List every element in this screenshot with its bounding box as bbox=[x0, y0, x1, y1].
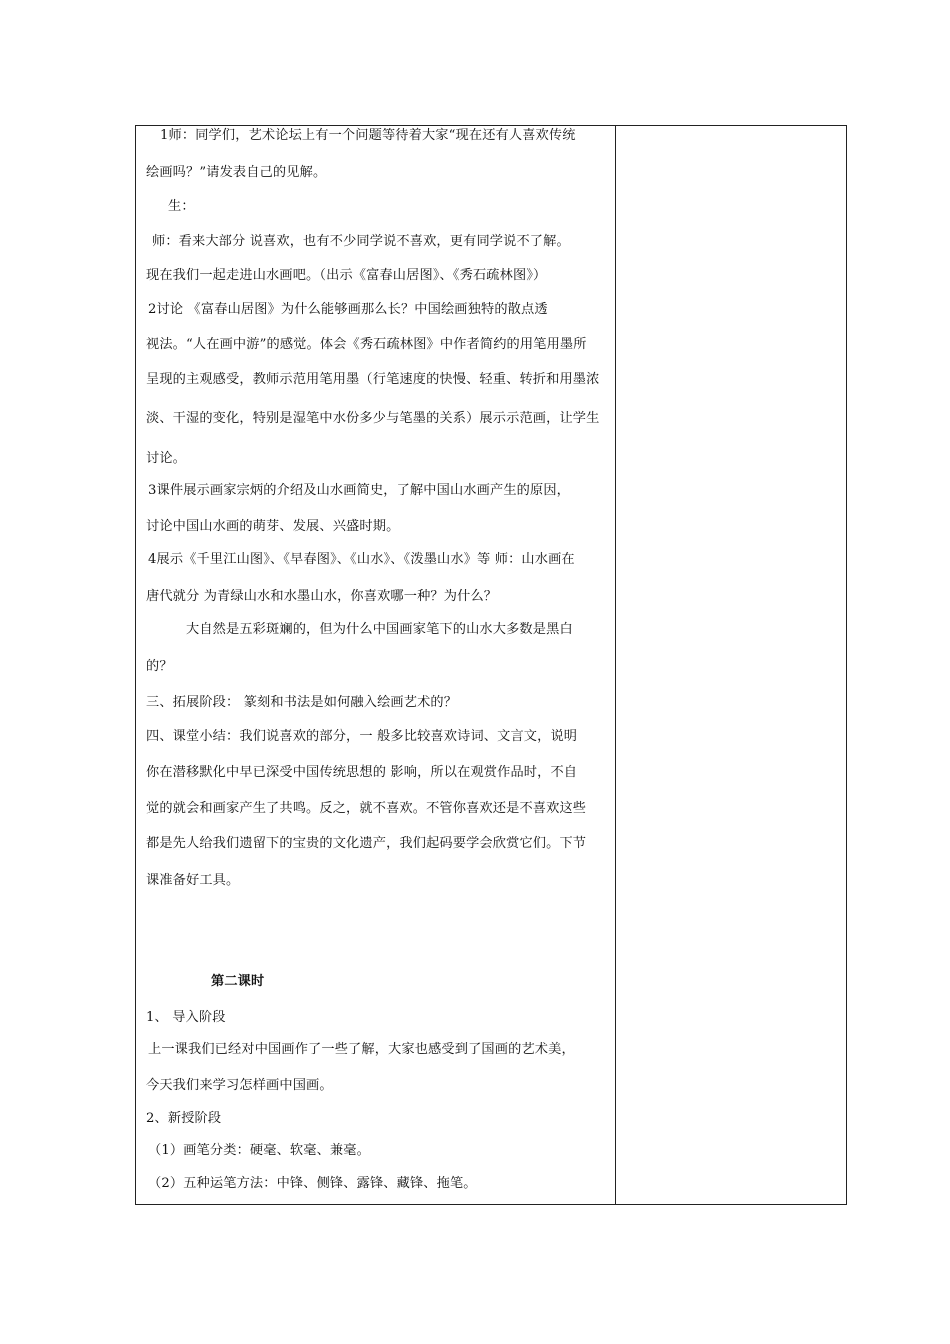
text-line: 唐代就分 为青绿山水和水墨山水，你喜欢哪一种？为什么？ bbox=[146, 589, 498, 604]
text-line: 都是先人给我们遗留下的宝贵的文化遗产，我们起码要学会欣赏它们。下节 bbox=[146, 836, 587, 851]
text-line: 呈现的主观感受，教师示范用笔用墨（行笔速度的快慢、轻重、转折和用墨浓 bbox=[146, 372, 600, 387]
text-line: 你在潜移默化中早已深受中国传统思想的 影响，所以在观赏作品时，不自 bbox=[146, 765, 578, 780]
text-line: 课准备好工具。 bbox=[146, 873, 240, 888]
text-line: 1师：同学们，艺术论坛上有一个问题等待着大家“现在还有人喜欢传统 bbox=[160, 128, 576, 143]
text-line: 4展示《千里江山图》、《早春图》、《山水》、《泼墨山水》等 师：山水画在 bbox=[148, 552, 575, 567]
text-line: 1、 导入阶段 bbox=[146, 1010, 226, 1025]
text-line: 2讨论 《富春山居图》为什么能够画那么长？中国绘画独特的散点透 bbox=[148, 302, 548, 317]
text-line: 生： bbox=[168, 199, 195, 214]
text-line: （2）五种运笔方法：中锋、侧锋、露锋、藏锋、拖笔。 bbox=[148, 1176, 477, 1191]
text-line: 的？ bbox=[146, 659, 173, 674]
text-line: （1）画笔分类：硬毫、软毫、兼毫。 bbox=[148, 1143, 370, 1158]
text-line: 今天我们来学习怎样画中国画。 bbox=[146, 1078, 333, 1093]
text-line: 讨论。 bbox=[146, 451, 187, 466]
text-line: 绘画吗？”请发表自己的见解。 bbox=[146, 165, 327, 180]
text-line: 现在我们一起走进山水画吧。（出示《富春山居图》、《秀石疏林图》） bbox=[146, 268, 547, 283]
text-line: 四、课堂小结：我们说喜欢的部分，一 般多比较喜欢诗词、文言文，说明 bbox=[146, 729, 578, 744]
section-heading: 第二课时 bbox=[211, 974, 265, 989]
text-line: 三、拓展阶段： 篆刻和书法是如何融入绘画艺术的？ bbox=[146, 695, 458, 710]
text-line: 大自然是五彩斑斓的，但为什么中国画家笔下的山水大多数是黑白 bbox=[186, 622, 573, 637]
text-line: 3课件展示画家宗炳的介绍及山水画简史，了解中国山水画产生的原因， bbox=[148, 483, 570, 498]
text-line: 视法。“人在画中游”的感觉。体会《秀石疏林图》中作者简约的用笔用墨所 bbox=[146, 337, 587, 352]
text-line: 觉的就会和画家产生了共鸣。反之，就不喜欢。不管你喜欢还是不喜欢这些 bbox=[146, 801, 587, 816]
text-line: 师：看来大部分 说喜欢，也有不少同学说不喜欢，更有同学说不了解。 bbox=[152, 234, 570, 249]
text-line: 2、新授阶段 bbox=[146, 1111, 222, 1126]
text-line: 上一课我们已经对中国画作了一些了解，大家也感受到了国画的艺术美， bbox=[148, 1042, 575, 1057]
text-line: 讨论中国山水画的萌芽、发展、兴盛时期。 bbox=[146, 519, 400, 534]
text-line: 淡、干湿的变化，特别是湿笔中水份多少与笔墨的关系）展示示范画，让学生 bbox=[146, 411, 600, 426]
